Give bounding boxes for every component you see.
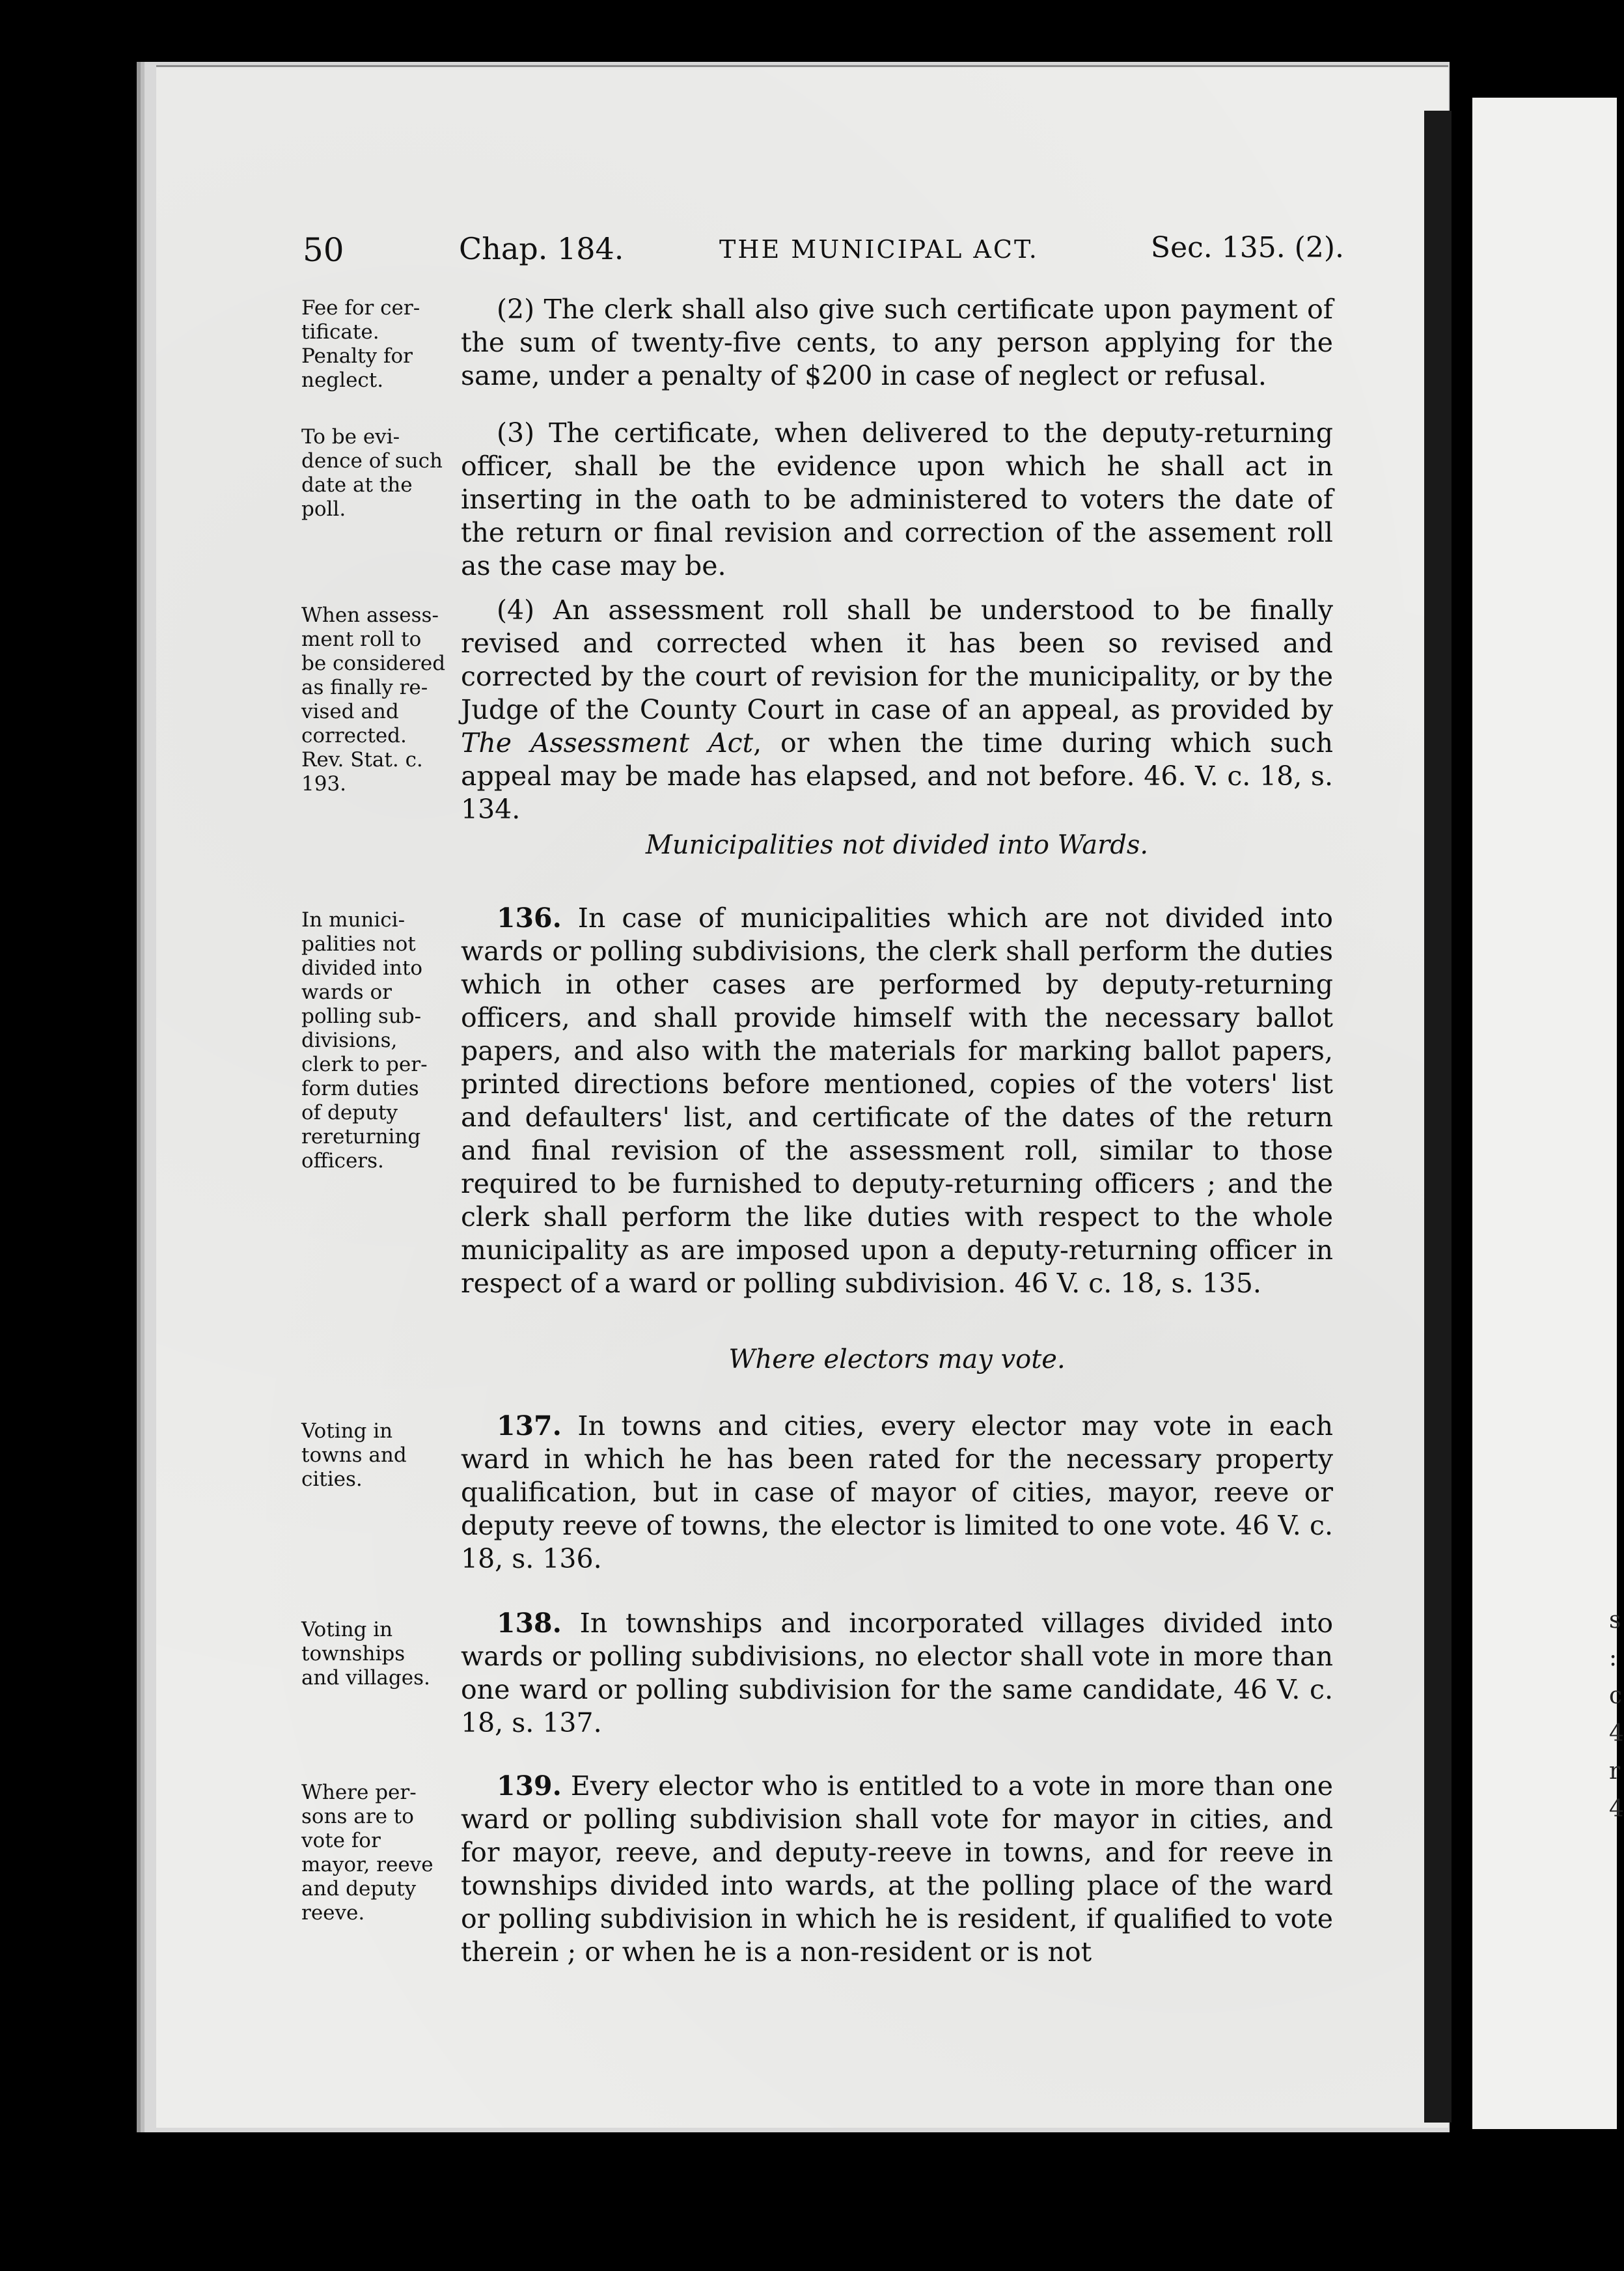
paragraph-subsection-2: (2) The clerk shall also give such certificate upon payment of the sum of twenty-five cents, to any person applying for the same, under a penalty of $200 in case of neglect or refusal. (461, 294, 1333, 391)
section-139-text: Every elector who is entitled to a vote in more than one ward or polling subdivision shall vote for mayor in cities, and for mayor, reeve, and deputy-reeve in towns, and for reeve in townships divided into wards, at the polling place of the ward or polling subdivision in which he is resident, if qualified to vote therein ; or when he is a non-resident or is not (461, 1770, 1333, 1968)
heading-where-electors-vote: Where electors may vote. (728, 1344, 1066, 1374)
paragraph-subsection-4 (461, 594, 1333, 826)
assessment-act-reference: The Assessment Act (461, 727, 754, 759)
subsection-4-text-start: (4) An assessment roll shall be understood to be finally revised and corrected when it has been so revised and corrected by the court of revision for the municipality, or by the Judge of the County Court in case of an appeal, as provided by (461, 594, 1333, 725)
sidenote-fee-certificate: Fee for cer- tificate. Penalty for neglect. (301, 296, 420, 392)
section-136 (461, 902, 1333, 1300)
section-number-136: 136. (497, 902, 562, 934)
running-header (303, 231, 1344, 270)
book-spine (1424, 111, 1452, 2123)
section-reference: Sec. 135. (2). (1150, 231, 1344, 264)
page-number: 50 (303, 231, 344, 269)
subsection-4-text-end: , or when the time during which such appeal may be made has elapsed, and not before. 46. V. c. 18, s. 134. (461, 727, 1334, 825)
sidenote-clerk-duties: In munici- palities not divided into wards or polling sub- divisions, clerk to per- form duties of deputy rereturning officers. (301, 908, 428, 1173)
facing-page-text-fragment: s : c 4 r 4 (1609, 1607, 1624, 1822)
section-137 (461, 1410, 1333, 1576)
section-137-text: In towns and cities, every elector may vote in each ward in which he has been rated for the necessary property qualification, but in case of mayor of cities, mayor, reeve or deputy reeve of towns, the elector is limited to one vote. 46 V. c. 18, s. 136. (461, 1410, 1333, 1574)
section-number-139: 139. (497, 1770, 562, 1802)
section-139 (461, 1770, 1333, 1969)
facing-page (1472, 98, 1624, 2129)
chapter-label: Chap. 184. (459, 231, 624, 266)
sidenote-evidence-date: To be evi- dence of such date at the poll. (301, 425, 443, 521)
section-number-137: 137. (497, 1410, 562, 1442)
sidenote-roll-revised: When assess- ment roll to be considered as finally re- vised and corrected. Rev. Stat. c. 193. (301, 604, 446, 796)
section-138-text: In townships and incorporated villages divided into wards or polling subdivisions, no elector shall vote in more than one ward or polling subdivision for the same candidate, 46 V. c. 18, s. 137. (461, 1608, 1333, 1738)
act-title: THE MUNICIPAL ACT. (719, 235, 1039, 264)
section-136-text: In case of municipalities which are not divided into wards or polling subdivisions, the clerk shall perform the duties which in other cases are performed by deputy-returning officers, and shall provide himself with the necessary ballot papers, and also with the materials for marking ballot papers, printed directions before mentioned, copies of the voters' list and defaulters' list, and certificate of the dates of the return and final revision of the assessment roll, similar to those required to be furnished to deputy-returning officers ; and the clerk shall perform the like duties with respect to the whole municipality as are imposed upon a deputy-returning officer in respect of a ward or polling subdivision. 46 V. c. 18, s. 135. (461, 902, 1333, 1299)
heading-municipalities-not-divided: Municipalities not divided into Wards. (645, 830, 1149, 860)
paragraph-subsection-3: (3) The certificate, when delivered to the deputy-returning officer, shall be the evidence upon which he shall act in inserting in the oath to be administered to voters the date of the return or final revision and correction of the assement roll as the case may be. (461, 417, 1333, 581)
section-number-138: 138. (497, 1608, 562, 1639)
sidenote-voting-townships: Voting in townships and villages. (301, 1618, 430, 1690)
sidenote-where-persons-vote: Where per- sons are to vote for mayor, reeve and deputy reeve. (301, 1781, 434, 1925)
sidenote-voting-towns: Voting in towns and cities. (301, 1419, 407, 1491)
section-138 (461, 1607, 1333, 1740)
